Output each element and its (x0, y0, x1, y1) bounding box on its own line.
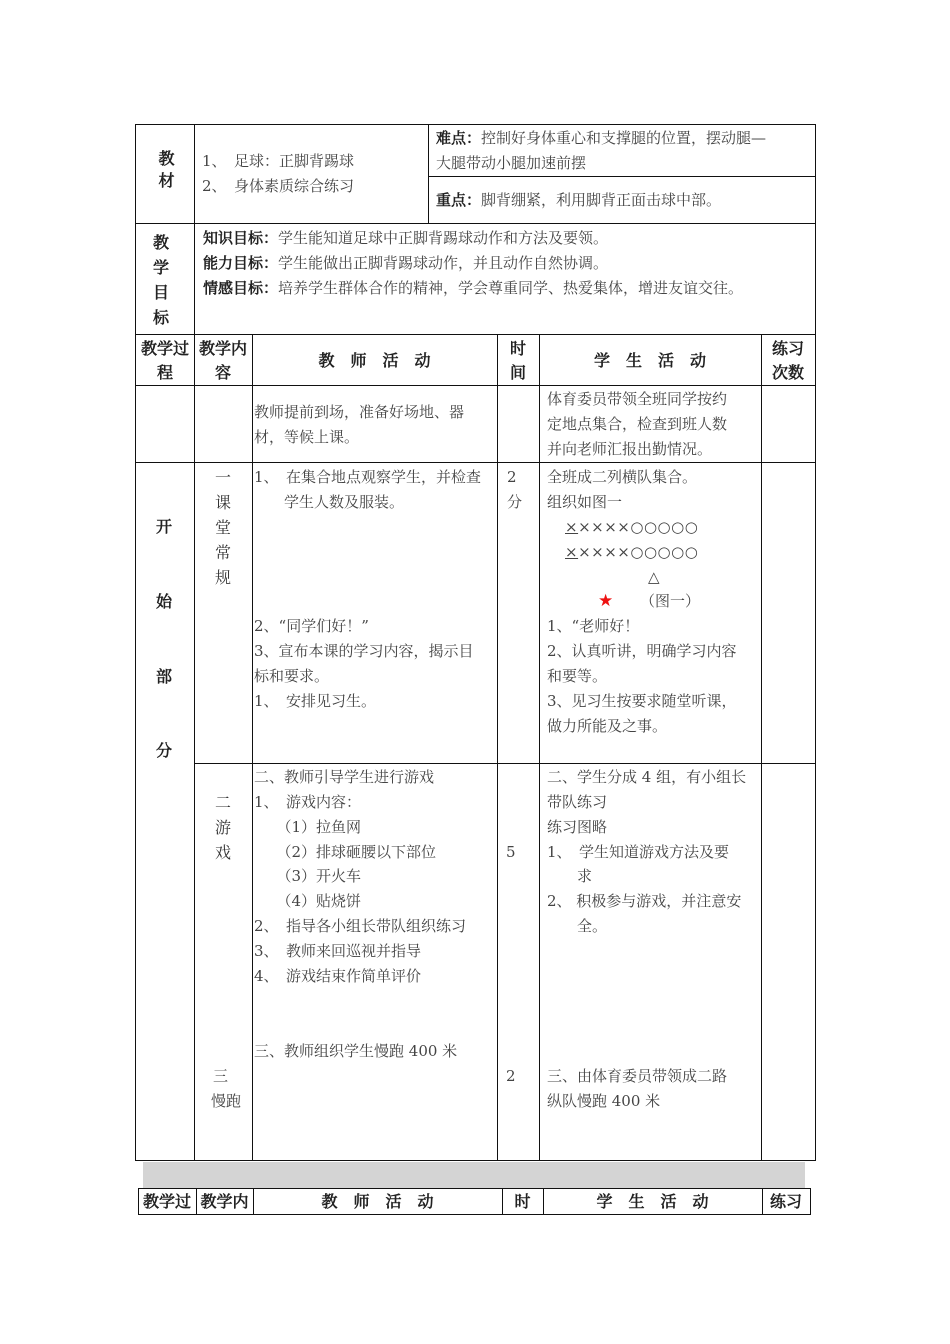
part2-teacher-1: 二、教师引导学生进行游戏 (254, 768, 435, 786)
start-section-char-2: 始 (155, 592, 172, 611)
part1-time-value: 2 (507, 468, 517, 486)
col-divider-label (194, 124, 195, 223)
part1-student-b-5: 做力所能及之事。 (547, 717, 668, 735)
next-col-right (810, 1188, 811, 1215)
emotion-text: 培养学生群体合作的精神，学会尊重同学、热爱集体，增进友谊交往。 (278, 279, 744, 297)
part1-label-char-5: 规 (214, 568, 231, 587)
part1-student-a-2: 组织如图一 (547, 493, 623, 511)
prep-student-line-1: 体育委员带领全班同学按约 (547, 390, 728, 408)
difficulty-label: 难点： (436, 129, 482, 147)
materials-label: 教材 (156, 150, 175, 194)
part1-label-char-4: 常 (214, 543, 231, 562)
part2-teacher-9: 4、 游戏结束作简单评价 (254, 967, 422, 985)
next-header-process: 教学过 (142, 1192, 191, 1211)
formation-caption: （图一） (640, 592, 701, 610)
col-header-process-line1: 教学过 (140, 339, 189, 358)
focus-line (436, 188, 721, 213)
part2-teacher-2: 1、 游戏内容： (254, 793, 362, 811)
part1-student-b-4: 3、见习生按要求随堂听课， (547, 692, 737, 710)
part2-teacher-7: 2、 指导各小组长带队组织练习 (254, 917, 467, 935)
col-header-process-line2: 程 (156, 363, 173, 382)
col-divider-content (252, 334, 253, 1161)
row-divider-start (135, 462, 816, 463)
next-header-time: 时 (514, 1192, 531, 1211)
ability-text: 学生能做出正脚背踢球动作，并且动作自然协调。 (278, 254, 609, 272)
col-header-practice (761, 337, 815, 385)
difficulty-line-2: 大腿带动小腿加速前摆 (436, 154, 587, 172)
teacher-star-icon: ★ (598, 591, 614, 611)
part-divider (194, 763, 816, 764)
part1-label-char-1: 一 (214, 468, 231, 487)
part1-student-a-1: 全班成二列横队集合。 (547, 468, 698, 486)
part1-teacher-a-2: 学生人数及服装。 (254, 493, 405, 511)
part1-student-b-3: 和要等。 (547, 667, 608, 685)
table-border-right (815, 124, 816, 1161)
part2-teacher-3: （1）拉鱼网 (254, 818, 362, 836)
col-divider-student (761, 334, 762, 1161)
start-section-char-1: 开 (155, 517, 172, 536)
material-item-2: 2、 身体素质综合练习 (202, 177, 355, 195)
part1-teacher-b-2: 3、宣布本课的学习内容，揭示目 (254, 642, 474, 660)
formation-row-2-rest: ××××○○○○○ (578, 543, 699, 561)
objectives-label-char-2: 学 (152, 258, 169, 277)
prep-teacher-line-2: 材，等候上课。 (254, 428, 360, 446)
row-divider-objectives (135, 223, 816, 224)
part1-label-char-3: 堂 (214, 518, 231, 537)
part2-label-char-2: 游 (214, 818, 231, 837)
col-header-process (135, 337, 195, 385)
col-divider-teacher (497, 334, 498, 1161)
table-border-bottom (135, 1160, 816, 1161)
formation-leader-2: × (565, 543, 579, 561)
emotion-label: 情感目标： (203, 279, 279, 297)
col-header-practice-line2: 次数 (771, 363, 804, 382)
col-header-student: 学 生 活 动 (593, 351, 706, 370)
part2-time-value: 5 (506, 843, 516, 861)
col-divider-process (194, 334, 195, 1161)
col-header-time-line1: 时 (509, 339, 526, 358)
part1-teacher-b-1: 2、“同学们好！” (254, 617, 369, 635)
part3-time-value: 2 (506, 1067, 516, 1085)
part3-student-1: 三、由体育委员带领成二路 (547, 1067, 728, 1085)
prep-student-line-2: 定地点集合，检查到班人数 (547, 415, 728, 433)
row-divider-header (135, 334, 816, 335)
teacher-triangle-icon: △ (648, 568, 660, 586)
part1-time-unit: 分 (507, 493, 523, 511)
material-item-1: 1、 足球：正脚背踢球 (202, 152, 355, 170)
col-header-content-line1: 教学内 (198, 339, 247, 358)
start-section-char-4: 分 (155, 741, 172, 760)
formation-row-2 (565, 540, 698, 565)
part3-label-line-2: 慢跑 (211, 1092, 242, 1110)
start-section-char-3: 部 (155, 667, 172, 686)
ability-objective (203, 251, 608, 276)
col-header-teacher: 教 师 活 动 (318, 351, 431, 370)
part2-student-3: 练习图略 (547, 818, 608, 836)
knowledge-text: 学生能知道足球中正脚背踢球动作和方法及要领。 (278, 229, 609, 247)
focus-label: 重点： (436, 191, 482, 209)
header-split-line (428, 176, 816, 177)
part2-teacher-5: （3）开火车 (254, 867, 362, 885)
ability-label: 能力目标： (203, 254, 279, 272)
part2-label-char-3: 戏 (214, 843, 231, 862)
formation-row-1 (565, 515, 698, 540)
col-divider-time (539, 334, 540, 1161)
part2-student-5: 求 (547, 867, 593, 885)
table-border-top (135, 124, 816, 125)
part1-teacher-b-3: 标和要求。 (254, 667, 330, 685)
col-header-time-line2: 间 (509, 363, 526, 382)
part1-student-b-1: 1、“老师好！ (547, 617, 640, 635)
objectives-label-char-4: 标 (152, 308, 169, 327)
part3-label-line-1: 三 (213, 1067, 229, 1085)
emotion-objective (203, 276, 743, 301)
formation-row-1-rest: ××××○○○○○ (578, 518, 699, 536)
knowledge-label: 知识目标： (203, 229, 279, 247)
part1-student-b-2: 2、认真听讲，明确学习内容 (547, 642, 737, 660)
col-divider-header-mid (428, 124, 429, 223)
col-header-time (497, 337, 539, 385)
part2-teacher-8: 3、 教师来回巡视并指导 (254, 942, 422, 960)
next-header-practice: 练习 (769, 1192, 802, 1211)
row-divider-prep (135, 385, 816, 386)
part2-student-2: 带队练习 (547, 793, 608, 811)
col-header-practice-line1: 练习 (771, 339, 804, 358)
part2-student-7: 全。 (547, 917, 608, 935)
objectives-label-char-3: 目 (152, 283, 169, 302)
next-header-student: 学 生 活 动 (596, 1192, 709, 1211)
objectives-label-char-1: 教 (152, 233, 169, 252)
part2-teacher-4: （2）排球砸腰以下部位 (254, 843, 437, 861)
col-divider-objectives (194, 223, 195, 334)
table-border-left (135, 124, 136, 1161)
next-header-bottom (138, 1214, 811, 1215)
part2-teacher-6: （4）贴烧饼 (254, 892, 362, 910)
next-header-top (138, 1188, 811, 1189)
prep-teacher-line-1: 教师提前到场，准备好场地、器 (254, 403, 465, 421)
col-header-content (194, 337, 252, 385)
next-header-content: 教学内 (200, 1192, 249, 1211)
part3-teacher: 三、教师组织学生慢跑 400 米 (254, 1042, 458, 1060)
part2-label-char-1: 二 (214, 793, 231, 812)
focus-text: 脚背绷紧，利用脚背正面击球中部。 (481, 191, 722, 209)
prep-student-line-3: 并向老师汇报出勤情况。 (547, 440, 713, 458)
formation-leader-1: × (565, 518, 579, 536)
part2-student-4: 1、 学生知道游戏方法及要 (547, 843, 730, 861)
knowledge-objective (203, 226, 608, 251)
part1-label-char-2: 课 (214, 493, 231, 512)
page-break-band (143, 1162, 805, 1188)
next-header-teacher: 教 师 活 动 (321, 1192, 434, 1211)
part2-student-1: 二、学生分成 4 组，有小组长 (547, 768, 747, 786)
difficulty-line-1 (436, 126, 766, 151)
difficulty-text-1: 控制好身体重心和支撑腿的位置，摆动腿— (481, 129, 767, 147)
part3-student-2: 纵队慢跑 400 米 (547, 1092, 661, 1110)
part2-student-6: 2、 积极参与游戏，并注意安 (547, 892, 742, 910)
part1-teacher-b-4: 1、 安排见习生。 (254, 692, 377, 710)
part1-teacher-a-1: 1、 在集合地点观察学生，并检查 (254, 468, 482, 486)
col-header-content-line2: 容 (214, 363, 231, 382)
